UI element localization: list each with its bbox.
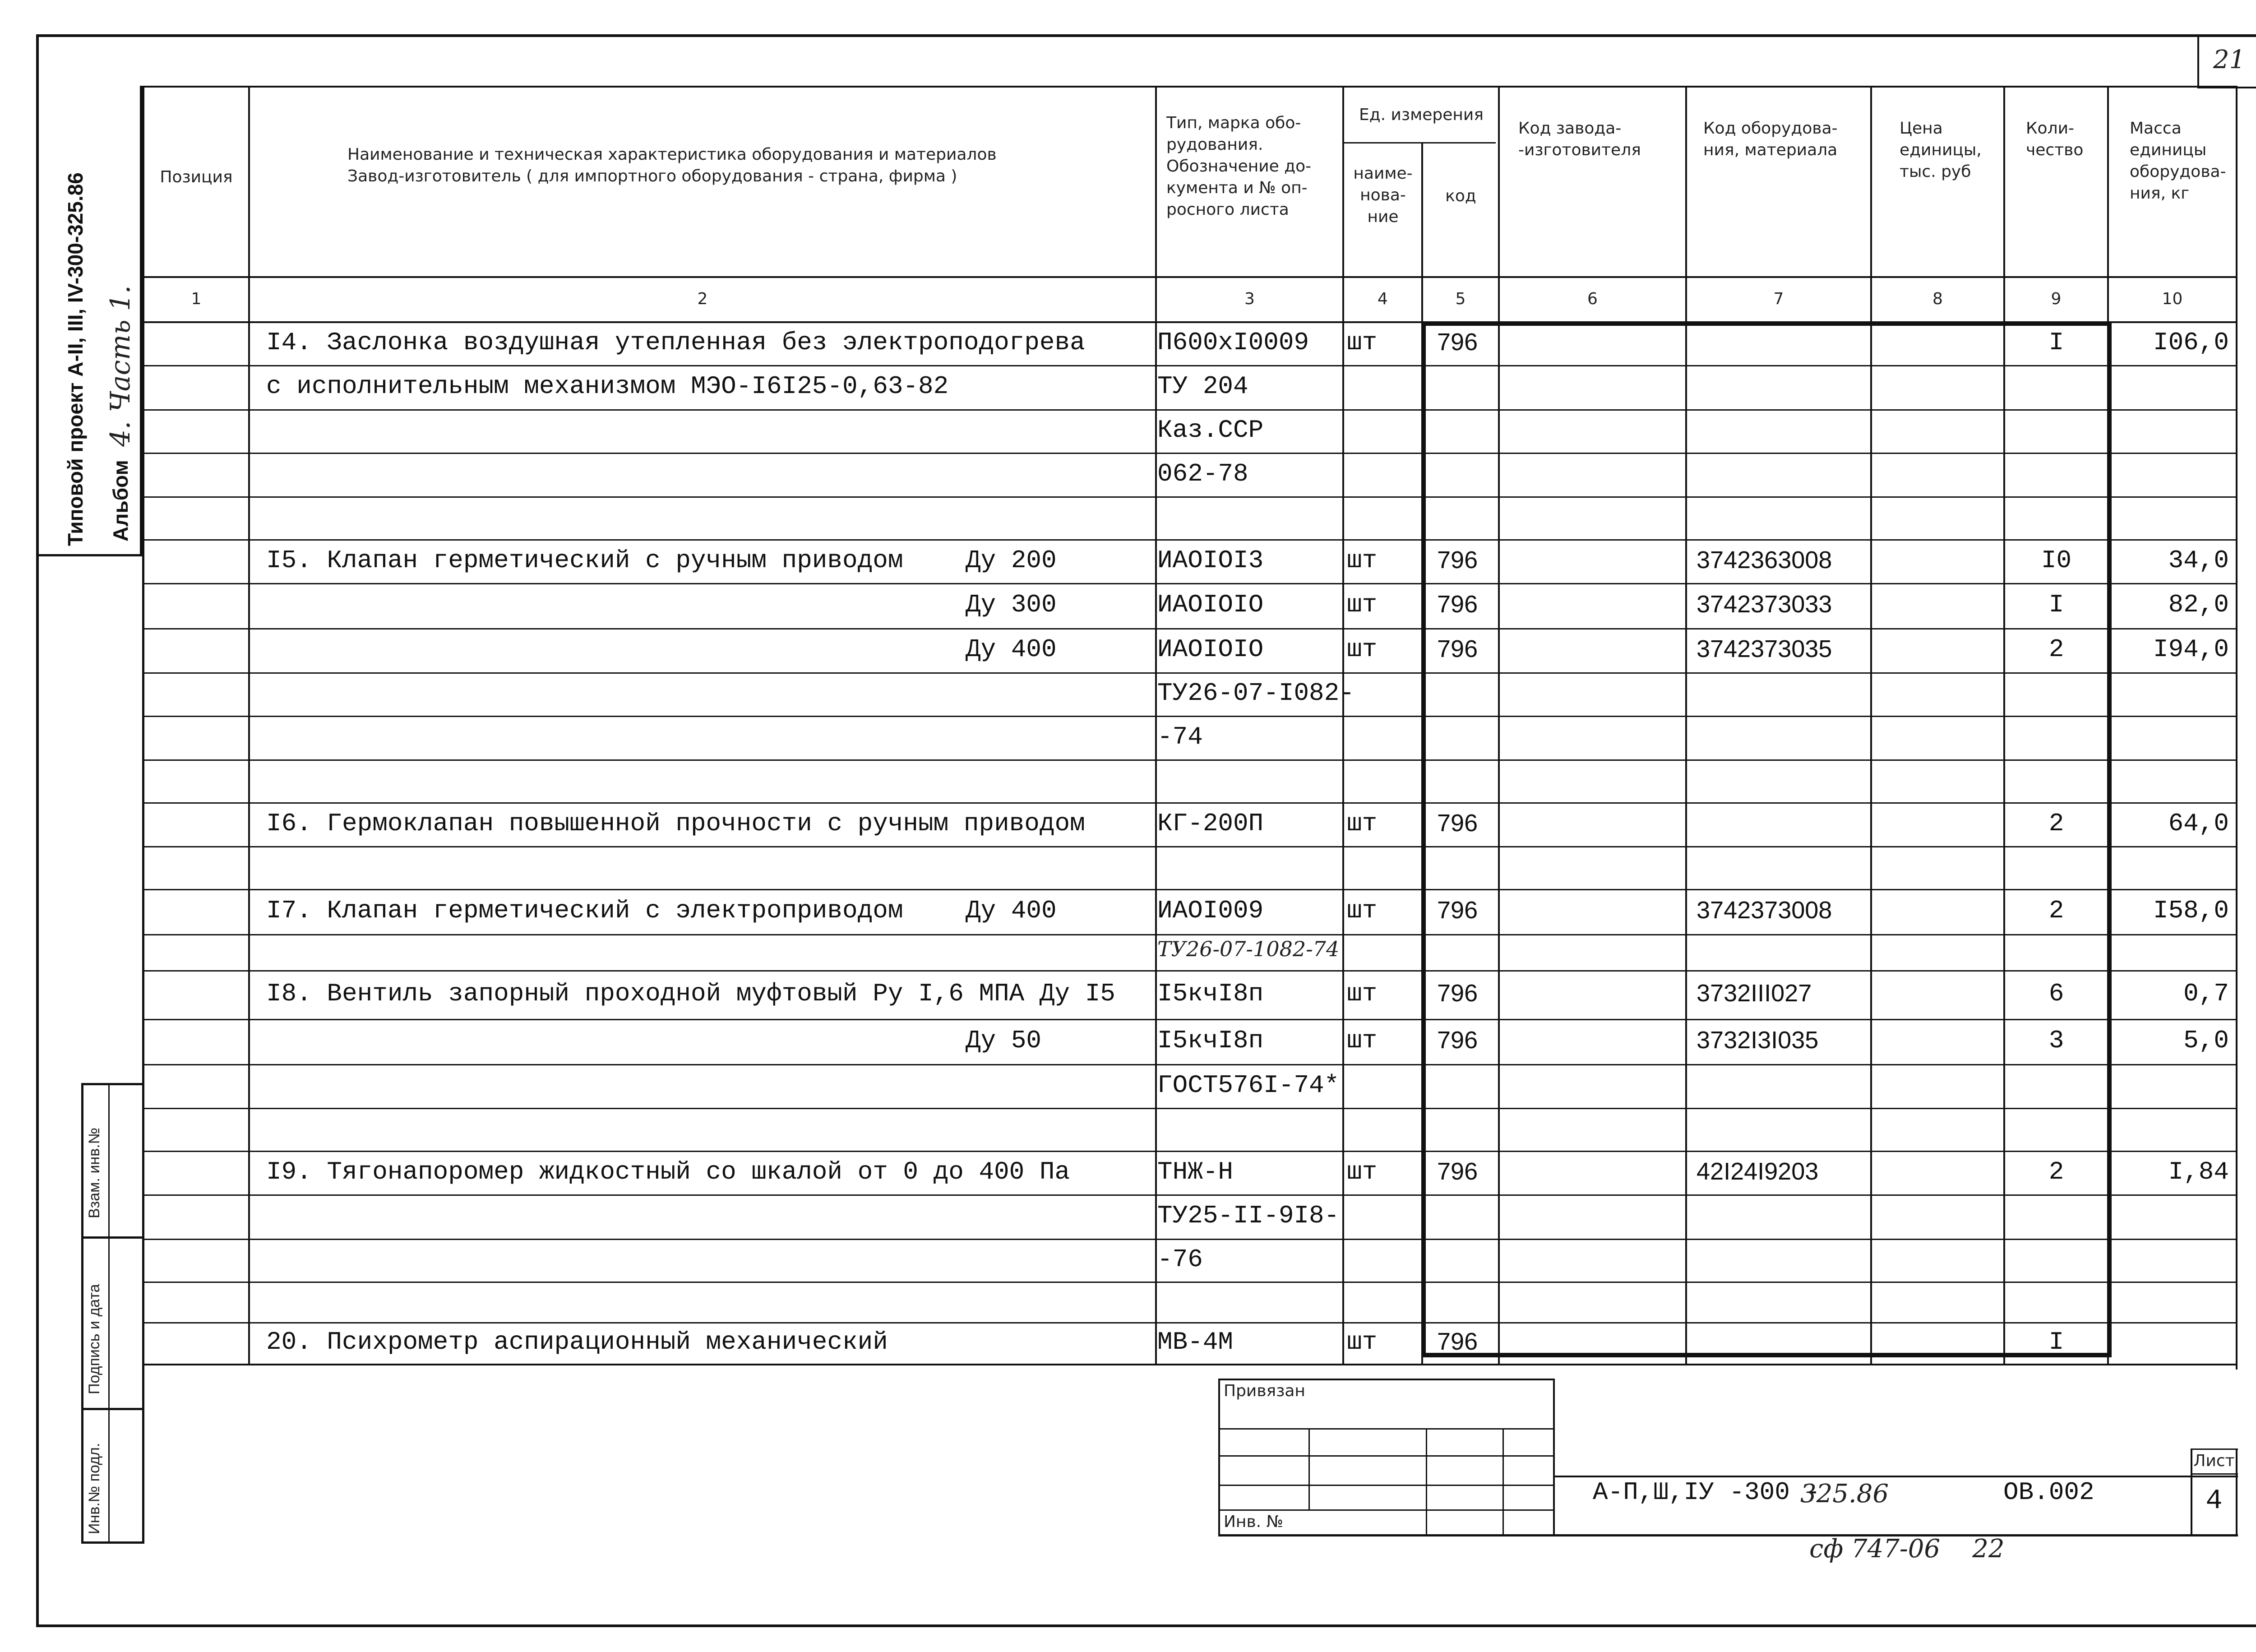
table-right-border (2236, 86, 2238, 1370)
col-line-9-bold (2107, 321, 2112, 1357)
cell-code: 796 (1437, 546, 1478, 574)
side-strip-bottom-line (36, 554, 142, 556)
cell-qty: 2 (2048, 635, 2064, 664)
cell-unit: шт (1347, 328, 1378, 357)
cell-qty: 3 (2048, 1026, 2064, 1055)
cell-unit: шт (1347, 1026, 1378, 1055)
col-number-9: 9 (2051, 290, 2062, 308)
cell-mass: I58,0 (2153, 896, 2229, 925)
cell-name: I9. Тягонапоромер жидкостный со шкалой от 0 до 400 Па (266, 1157, 1070, 1186)
cell-type: ИАОIОI3 (1157, 546, 1264, 575)
cell-type: I5кчI8п (1157, 1026, 1264, 1055)
cell-dn: Ду 50 (966, 1026, 1042, 1055)
header-type-line1: Тип, марка обо- (1166, 114, 1301, 132)
col-number-4: 4 (1378, 290, 1388, 308)
header-unit-name-line3: ние (1367, 208, 1399, 226)
cell-type: -74 (1157, 722, 1203, 751)
sheet-box-right (2236, 1448, 2238, 1536)
col-line-4-bold (1421, 321, 1426, 1357)
cell-mass: 34,0 (2168, 546, 2229, 575)
cell-code: 796 (1437, 980, 1478, 1007)
cell-mat: 42I24I9203 (1697, 1157, 1819, 1185)
cell-type: ИАОIОIО (1157, 590, 1264, 619)
header-qty-line2: чество (2026, 141, 2084, 159)
cell-mat: 3732I3I035 (1697, 1027, 1819, 1054)
cell-mass: I,84 (2168, 1157, 2229, 1186)
stamp-line (1426, 1428, 1427, 1536)
row-separator (144, 672, 2237, 674)
cell-qty: I (2048, 590, 2064, 619)
col-number-1: 1 (191, 290, 202, 308)
stamp-line (1553, 1379, 1555, 1536)
sheet-box-top (2191, 1448, 2238, 1450)
cell-dn: Ду 400 (966, 896, 1057, 925)
outer-frame-left (36, 34, 39, 1627)
row-separator (144, 539, 2237, 541)
header-mass-line1: Масса (2130, 119, 2182, 138)
cell-type: ТУ25-II-9I8- (1157, 1201, 1340, 1230)
stamp-line (1502, 1428, 1504, 1536)
header-type-line2: рудования. (1166, 135, 1263, 154)
cell-mat: 3742363008 (1697, 546, 1832, 574)
cell-unit: шт (1347, 635, 1378, 664)
cell-mass: I06,0 (2153, 328, 2229, 357)
row-separator (144, 628, 2237, 629)
cell-unit: шт (1347, 809, 1378, 838)
cell-type: I5кчI8п (1157, 979, 1264, 1008)
col-number-10: 10 (2162, 290, 2183, 308)
cell-unit: шт (1347, 979, 1378, 1008)
sheet-corner-number: 21 (2213, 45, 2246, 74)
cell-mass: 82,0 (2168, 590, 2229, 619)
row-separator (144, 1019, 2237, 1020)
stamp-line (1218, 1455, 1554, 1457)
cell-type: ИАОIОIО (1157, 635, 1264, 664)
sheet-label: Лист (2193, 1452, 2235, 1470)
col-number-5: 5 (1455, 290, 1466, 308)
cell-qty: I (2048, 328, 2064, 357)
cell-qty: I0 (2041, 546, 2072, 575)
margin-box-line (81, 1083, 83, 1543)
unit-group-line (1342, 142, 1496, 143)
col-line-3 (1342, 86, 1344, 1365)
cell-name: I5. Клапан герметический с ручным приводом (266, 546, 903, 575)
sheet-number: 4 (2205, 1485, 2223, 1517)
stamp-line (1218, 1509, 1554, 1511)
header-material-code-line1: Код оборудова- (1703, 119, 1838, 138)
cell-mat: 3742373035 (1697, 635, 1832, 662)
cell-qty: I (2048, 1328, 2064, 1356)
header-name-line1: Наименование и техническая характеристика оборудования и материалов (347, 145, 997, 164)
row-separator (144, 1194, 2237, 1196)
row-separator (144, 759, 2237, 761)
header-price-line3: тыс. руб (1900, 162, 1971, 181)
row-separator (144, 846, 2237, 847)
row-separator (144, 934, 2237, 935)
col-line-1 (248, 86, 250, 1365)
cell-code: 796 (1437, 897, 1478, 924)
col-line-8 (2003, 86, 2005, 1365)
margin-box-line (81, 1083, 144, 1085)
document-code: ОВ.002 (2003, 1478, 2094, 1507)
cell-type: ТНЖ-Н (1157, 1157, 1234, 1186)
row-separator (144, 1239, 2237, 1240)
margin-box-divider (108, 1083, 110, 1543)
cell-dn: Ду 200 (966, 546, 1057, 575)
cell-dn: Ду 400 (966, 635, 1057, 664)
row-separator (144, 365, 2237, 366)
cell-unit: шт (1347, 590, 1378, 619)
col-number-6: 6 (1587, 290, 1598, 308)
cell-code: 796 (1437, 1328, 1478, 1355)
row-separator (144, 716, 2237, 717)
margin-label-inv-original: Инв.№ подл. (86, 1443, 103, 1534)
header-price-line1: Цена (1900, 119, 1943, 138)
row-separator (144, 1151, 2237, 1152)
album-label-vertical: Альбом (109, 460, 132, 541)
cell-type: 062-78 (1157, 459, 1248, 488)
row-separator (144, 889, 2237, 890)
header-units-group: Ед. измерения (1359, 106, 1484, 124)
header-position: Позиция (160, 168, 233, 186)
cell-name: I7. Клапан герметический с электроприводом (266, 896, 903, 925)
outer-frame-top (36, 34, 2256, 37)
header-bottom-line (142, 276, 2237, 278)
cell-unit: шт (1347, 1157, 1378, 1186)
col-line-7 (1870, 86, 1872, 1365)
cell-dn: Ду 300 (966, 590, 1057, 619)
designation-typed: А-П,Ш,IУ -300 - (1593, 1478, 1821, 1507)
cell-mass: 0,7 (2183, 979, 2229, 1008)
stamp-line (1218, 1379, 1554, 1380)
cell-qty: 2 (2048, 1157, 2064, 1186)
header-type-line3: Обозначение до- (1166, 157, 1312, 176)
cell-type: Каз.ССР (1157, 416, 1264, 444)
row-separator (144, 453, 2237, 454)
bold-box-top (1421, 321, 2112, 326)
cell-type: -76 (1157, 1245, 1203, 1274)
header-mass-line4: ния, кг (2130, 184, 2190, 203)
cell-name: I8. Вентиль запорный проходной муфтовый Ру I,6 МПА Ду I5 (266, 979, 1115, 1008)
margin-box-line (81, 1541, 144, 1544)
cell-type: ИАОI009 (1157, 896, 1264, 925)
row-separator (144, 970, 2237, 972)
cell-type: ТУ 204 (1157, 372, 1248, 401)
stamp-line (1308, 1428, 1310, 1509)
margin-box-line (81, 1236, 144, 1239)
stamp-line (1218, 1428, 1554, 1430)
cell-mat: 3742373033 (1697, 591, 1832, 618)
cell-code: 796 (1437, 328, 1478, 356)
sheet-box-mid (2191, 1473, 2238, 1475)
row-separator (144, 496, 2237, 498)
title-block-top (1553, 1476, 2238, 1477)
outer-frame-bottom (36, 1624, 2256, 1627)
stamp-line (1218, 1379, 1220, 1536)
row-separator (144, 1322, 2237, 1323)
header-mass-line3: оборудова- (2130, 162, 2226, 181)
stamp-inv-label: Инв. № (1224, 1513, 1284, 1531)
stamp-line (1218, 1485, 1554, 1486)
corner-box-line (2197, 34, 2199, 88)
margin-label-replace-inv: Взам. инв.№ (86, 1127, 103, 1218)
cell-type: ТУ26-07-1082-74 (1157, 937, 1340, 961)
cell-unit: шт (1347, 1328, 1378, 1356)
album-handwritten-vertical: 4. Часть 1. (105, 285, 136, 447)
col-number-8: 8 (1932, 290, 1943, 308)
header-type-line5: росного листа (1166, 200, 1289, 219)
header-material-code-line2: ния, материала (1703, 141, 1838, 159)
cell-code: 796 (1437, 809, 1478, 837)
header-name-line2: Завод-изготовитель ( для импортного оборудования - страна, фирма ) (347, 167, 957, 185)
header-factory-code-line1: Код завода- (1518, 119, 1622, 138)
cell-qty: 2 (2048, 809, 2064, 838)
cell-code: 796 (1437, 635, 1478, 662)
cell-type: ТУ26-07-I082- (1157, 679, 1355, 708)
col-number-7: 7 (1773, 290, 1784, 308)
header-mass-line2: единицы (2130, 141, 2207, 159)
cell-name: с исполнительным механизмом МЭО-I6I25-0,63-82 (266, 372, 949, 401)
cell-code: 796 (1437, 1027, 1478, 1054)
cell-type: ГОСТ576I-74* (1157, 1070, 1340, 1100)
cell-mass: I94,0 (2153, 635, 2229, 664)
col-number-2: 2 (697, 290, 708, 308)
row-separator (144, 1282, 2237, 1283)
margin-label-signature-date: Подпись и дата (86, 1284, 103, 1394)
header-qty-line1: Коли- (2026, 119, 2074, 138)
col-number-3: 3 (1244, 290, 1255, 308)
cell-unit: шт (1347, 546, 1378, 575)
row-separator (144, 802, 2237, 804)
table-top-border (142, 86, 2237, 88)
cell-qty: 6 (2048, 979, 2064, 1008)
cell-mass: 64,0 (2168, 809, 2229, 838)
row-separator (144, 1108, 2237, 1109)
cell-qty: 2 (2048, 896, 2064, 925)
col-line-2 (1155, 86, 1157, 1365)
cell-type: П600хI0009 (1157, 328, 1309, 357)
cell-name: 20. Психрометр аспирационный механический (266, 1328, 888, 1356)
stamp-bottom-line (1218, 1534, 2238, 1536)
cell-unit: шт (1347, 896, 1378, 925)
cell-mat: 3742373008 (1697, 897, 1832, 924)
project-title-vertical: Типовой проект А-II, III, IV-300-325.86 (64, 172, 87, 546)
designation-handwritten: 325.86 (1800, 1479, 1889, 1509)
footer-note: сф 747-06 22 (1809, 1534, 2005, 1564)
header-price-line2: единицы, (1900, 141, 1982, 159)
cell-type: КГ-200П (1157, 809, 1264, 838)
row-separator (144, 409, 2237, 411)
header-type-line4: кумента и № оп- (1166, 179, 1308, 197)
header-factory-code-line2: -изготовителя (1518, 141, 1641, 159)
header-unit-name-line1: наиме- (1353, 164, 1413, 183)
cell-code: 796 (1437, 1157, 1478, 1185)
cell-name: I6. Гермоклапан повышенной прочности с ручным приводом (266, 809, 1085, 838)
cell-type: МВ-4М (1157, 1328, 1234, 1356)
stamp-bound-label: Привязан (1224, 1382, 1305, 1400)
cell-code: 796 (1437, 591, 1478, 618)
cell-mass: 5,0 (2183, 1026, 2229, 1055)
cell-name: I4. Заслонка воздушная утепленная без электроподогрева (266, 328, 1085, 357)
margin-box-line (81, 1408, 144, 1410)
col-line-5 (1498, 86, 1500, 1365)
header-unit-code: код (1445, 187, 1476, 205)
row-separator (144, 1064, 2237, 1065)
header-unit-name-line2: нова- (1360, 186, 1406, 204)
cell-mat: 3732III027 (1697, 980, 1812, 1007)
row-separator (144, 583, 2237, 584)
col-line-6 (1685, 86, 1687, 1365)
table-bottom-line (142, 1364, 2237, 1365)
